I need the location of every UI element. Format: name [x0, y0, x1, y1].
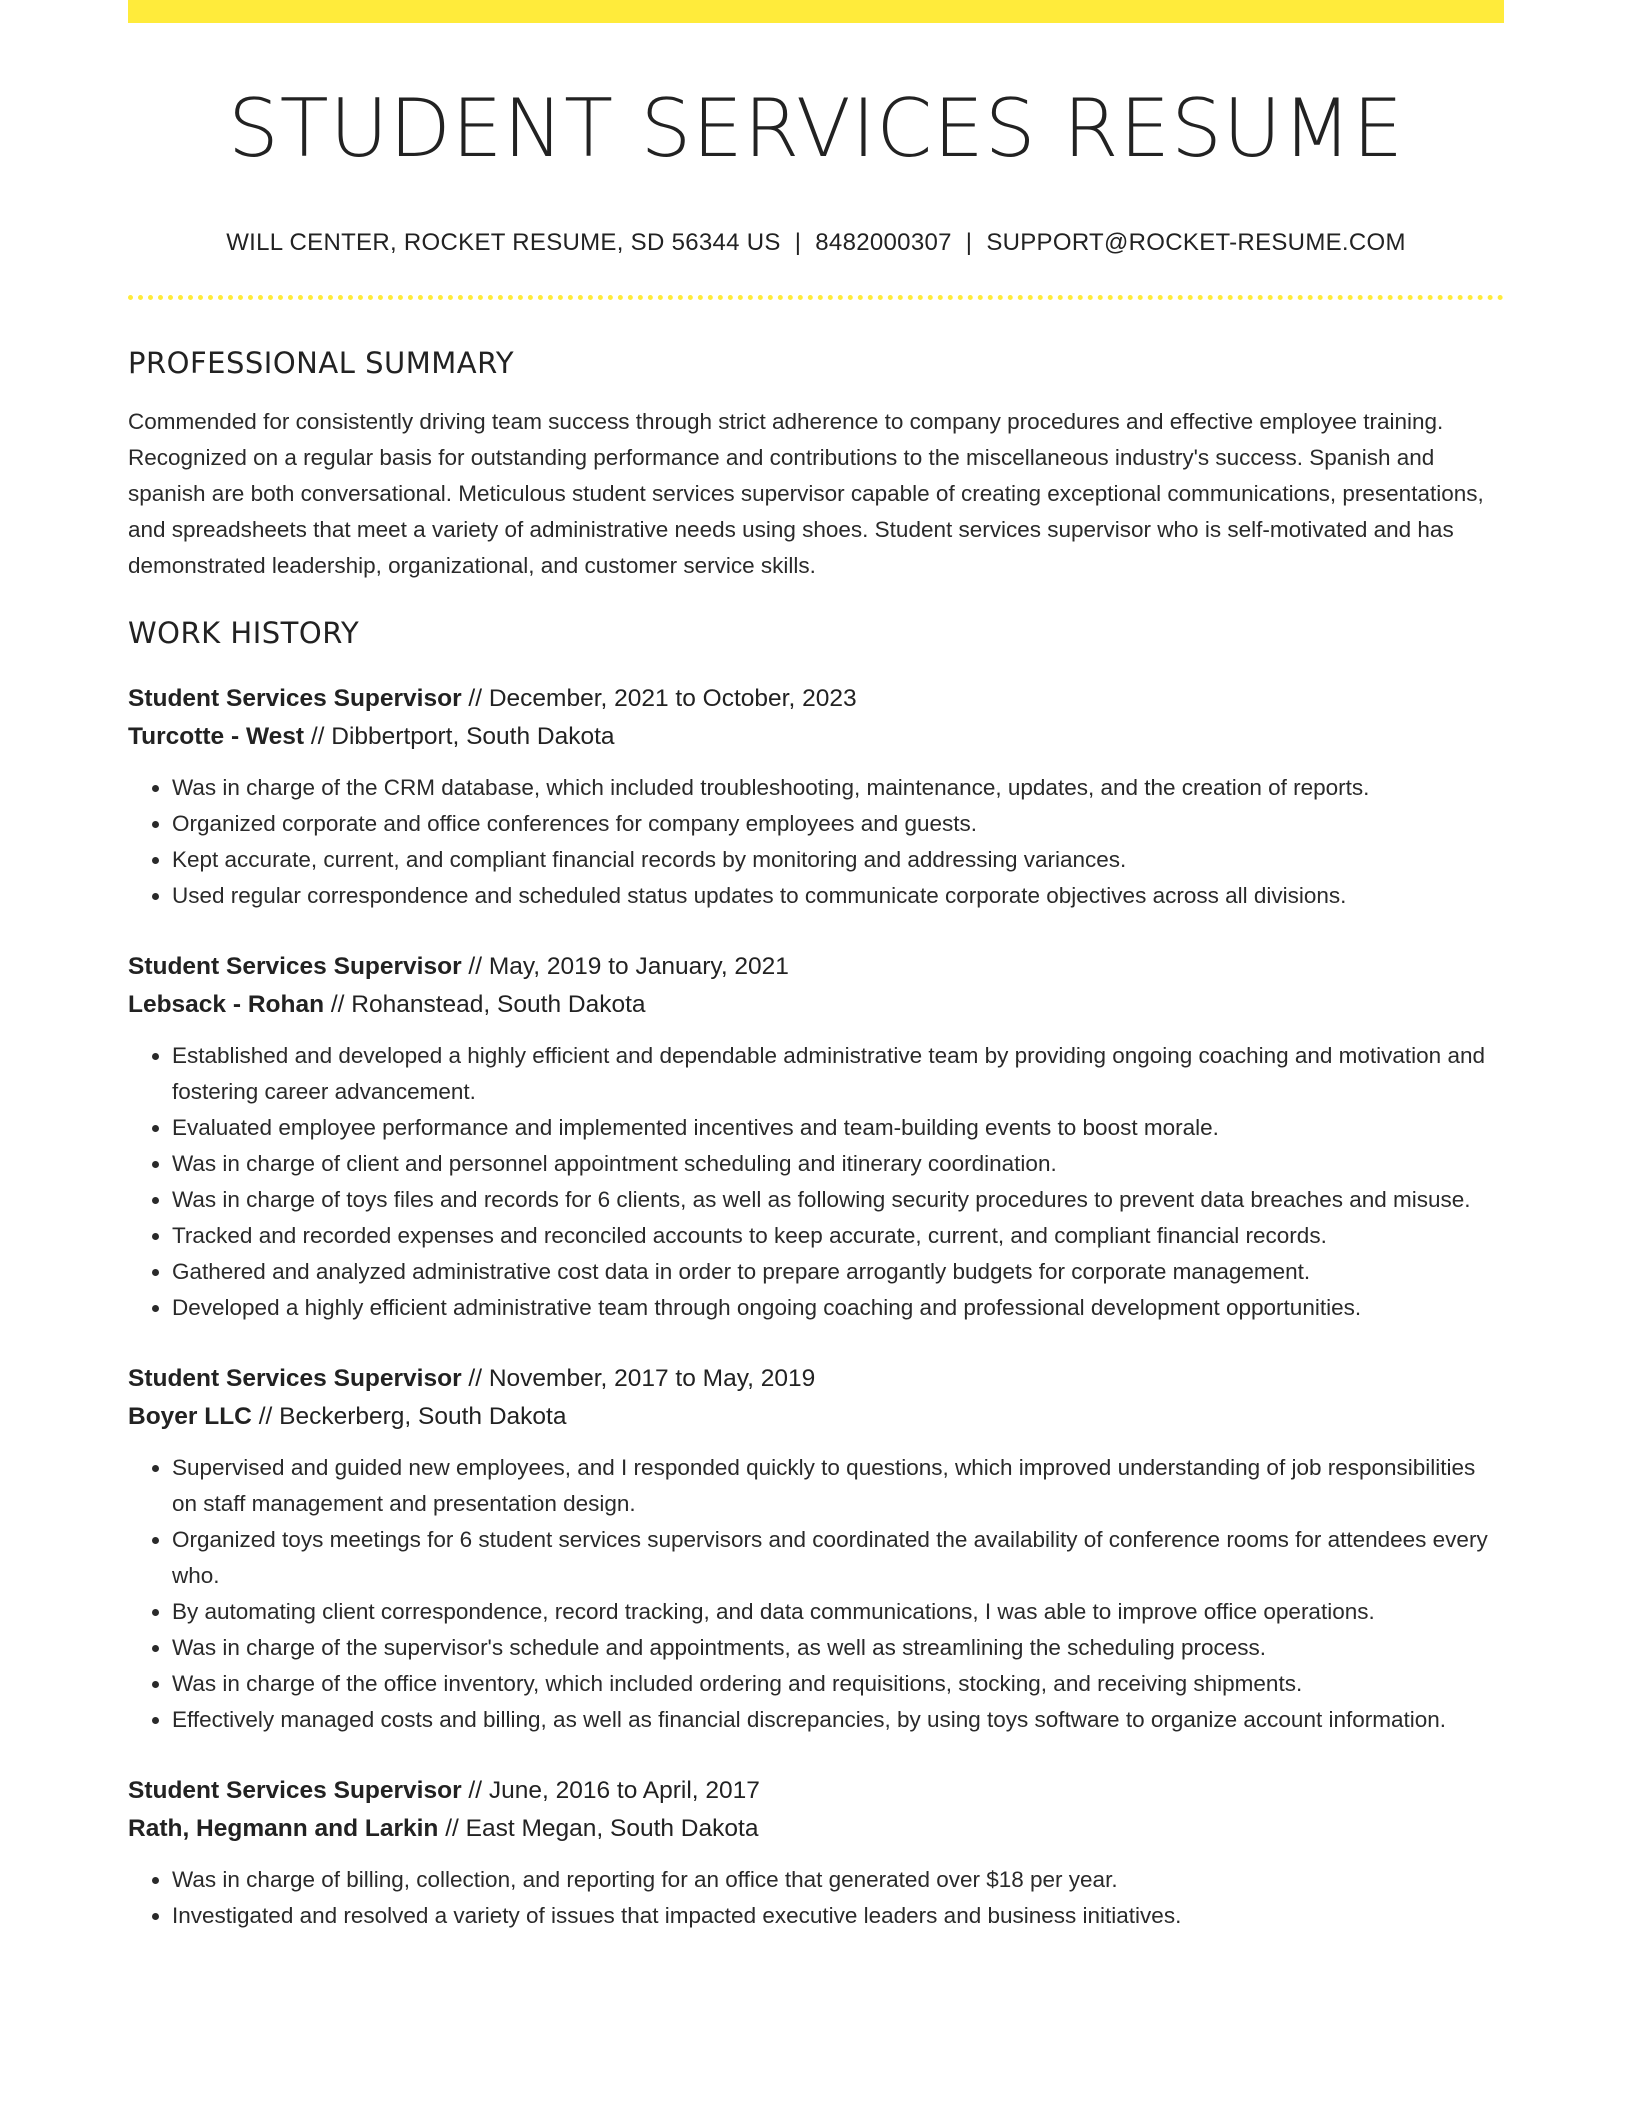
job-location: // Beckerberg, South Dakota	[258, 1403, 567, 1430]
job-bullet: • Was in charge of the CRM database, which included troubleshooting, maintenance, updates, and the creation of reports.	[172, 770, 1504, 806]
job-role: Student Services Supervisor	[128, 1777, 462, 1804]
job-title-line	[128, 948, 1504, 986]
job-bullet: • Developed a highly efficient administrative team through ongoing coaching and professional development opportunities.	[172, 1290, 1504, 1326]
job-entry	[128, 1772, 1504, 1934]
job-title-line	[128, 1772, 1504, 1810]
job-company: Boyer LLC	[128, 1403, 252, 1430]
job-bullets	[128, 1038, 1504, 1326]
job-bullet: • By automating client correspondence, record tracking, and data communications, I was able to improve office operations.	[172, 1594, 1504, 1630]
job-bullet: • Was in charge of client and personnel appointment scheduling and itinerary coordination.	[172, 1146, 1504, 1182]
contact-phone: 8482000307	[815, 229, 952, 256]
job-bullet: • Evaluated employee performance and implemented incentives and team-building events to boost morale.	[172, 1110, 1504, 1146]
summary-text: Commended for consistently driving team success through strict adherence to company procedures and effective employee training. Recognized on a regular basis for outstanding performance and contributions to the miscellaneous industry's success. Spanish and spanish are both conversational. Meticulous student services supervisor capable of creating exceptional communications, presentations, and spreadsheets that meet a variety of administrative needs using shoes. Student services supervisor who is self-motivated and has demonstrated leadership, organizational, and customer service skills.	[128, 409, 1484, 578]
job-dates: // December, 2021 to October, 2023	[468, 685, 857, 712]
job-dates: // June, 2016 to April, 2017	[468, 1777, 760, 1804]
resume-page	[128, 0, 1504, 1934]
job-role: Student Services Supervisor	[128, 953, 462, 980]
job-bullet: • Was in charge of billing, collection, and reporting for an office that generated over $18 per year.	[172, 1862, 1504, 1898]
job-bullets	[128, 770, 1504, 914]
job-bullet: • Was in charge of the supervisor's schedule and appointments, as well as streamlining the scheduling process.	[172, 1630, 1504, 1666]
job-location: // East Megan, South Dakota	[445, 1815, 759, 1842]
job-bullet: • Kept accurate, current, and compliant financial records by monitoring and addressing variances.	[172, 842, 1504, 878]
job-title-line	[128, 680, 1504, 718]
top-accent-bar	[128, 0, 1504, 23]
job-entry	[128, 1360, 1504, 1738]
work-history-list	[128, 680, 1504, 1934]
job-entry	[128, 680, 1504, 914]
job-bullets	[128, 1862, 1504, 1934]
job-bullet: • Gathered and analyzed administrative cost data in order to prepare arrogantly budgets for corporate management.	[172, 1254, 1504, 1290]
job-bullet: • Used regular correspondence and scheduled status updates to communicate corporate objectives across all divisions.	[172, 878, 1504, 914]
job-company-line	[128, 718, 1504, 756]
job-bullet: • Established and developed a highly efficient and dependable administrative team by providing ongoing coaching and motivation and fostering career advancement.	[172, 1038, 1504, 1110]
job-company: Lebsack - Rohan	[128, 991, 325, 1018]
job-bullet: • Was in charge of the office inventory, which included ordering and requisitions, stocking, and receiving shipments.	[172, 1666, 1504, 1702]
job-company-line	[128, 986, 1504, 1024]
work-history-heading: WORK HISTORY	[128, 616, 360, 650]
job-bullet: • Organized corporate and office conferences for company employees and guests.	[172, 806, 1504, 842]
job-company-line	[128, 1398, 1504, 1436]
job-title-line	[128, 1360, 1504, 1398]
contact-separator: |	[794, 229, 802, 256]
contact-separator: |	[965, 229, 973, 256]
job-bullet: • Tracked and recorded expenses and reconciled accounts to keep accurate, current, and compliant financial records.	[172, 1218, 1504, 1254]
job-bullet: • Was in charge of toys files and records for 6 clients, as well as following security procedures to prevent data breaches and misuse.	[172, 1182, 1504, 1218]
job-location: // Dibbertport, South Dakota	[310, 723, 615, 750]
contact-email: SUPPORT@ROCKET-RESUME.COM	[986, 229, 1406, 256]
contact-line	[128, 229, 1504, 257]
job-company: Rath, Hegmann and Larkin	[128, 1815, 439, 1842]
job-location: // Rohanstead, South Dakota	[330, 991, 646, 1018]
job-dates: // November, 2017 to May, 2019	[468, 1365, 816, 1392]
job-company: Turcotte - West	[128, 723, 305, 750]
contact-address: WILL CENTER, ROCKET RESUME, SD 56344 US	[226, 229, 781, 256]
summary-heading: PROFESSIONAL SUMMARY	[128, 346, 515, 380]
dotted-divider	[128, 295, 1504, 300]
job-dates: // May, 2019 to January, 2021	[468, 953, 789, 980]
resume-title: STUDENT SERVICES RESUME	[227, 82, 1404, 175]
job-role: Student Services Supervisor	[128, 685, 462, 712]
job-bullets	[128, 1450, 1504, 1738]
job-bullet: • Supervised and guided new employees, and I responded quickly to questions, which improved understanding of job responsibilities on staff management and presentation design.	[172, 1450, 1504, 1522]
job-entry	[128, 948, 1504, 1326]
job-role: Student Services Supervisor	[128, 1365, 462, 1392]
job-bullet: • Effectively managed costs and billing, as well as financial discrepancies, by using toys software to organize account information.	[172, 1702, 1504, 1738]
job-bullet: • Organized toys meetings for 6 student services supervisors and coordinated the availability of conference rooms for attendees every who.	[172, 1522, 1504, 1594]
job-bullet: • Investigated and resolved a variety of issues that impacted executive leaders and business initiatives.	[172, 1898, 1504, 1934]
job-company-line	[128, 1810, 1504, 1848]
